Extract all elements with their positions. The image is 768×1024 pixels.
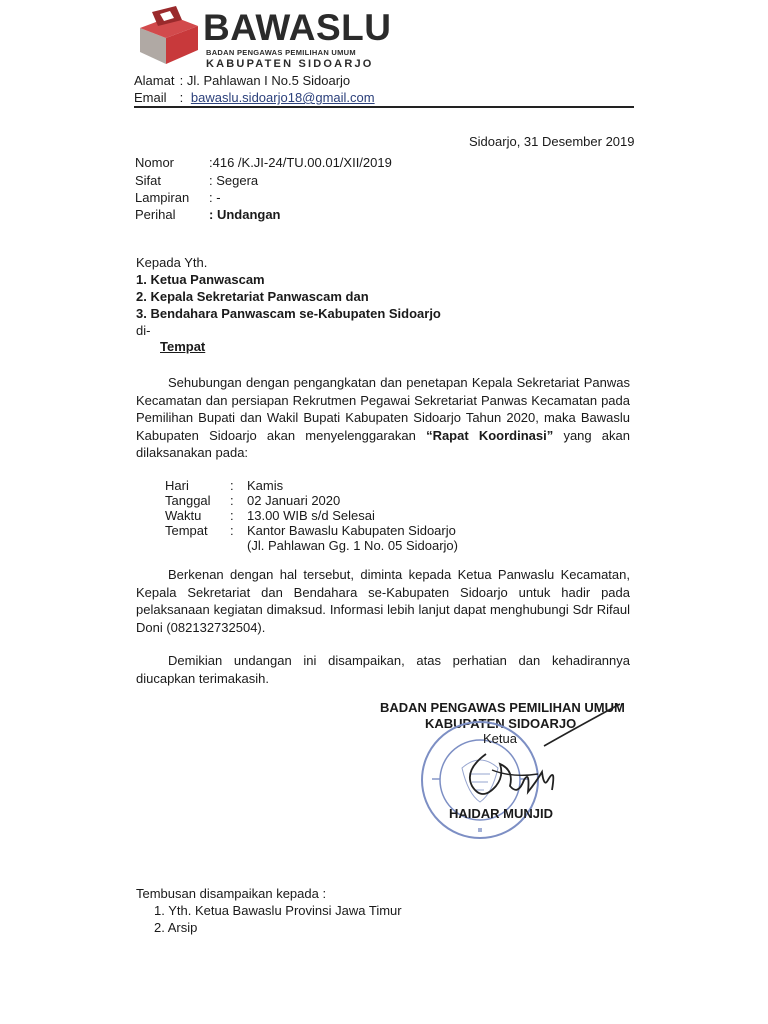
body-paragraph-1 — [136, 374, 630, 462]
meta-row-attachment — [135, 190, 535, 206]
body-paragraph-2 — [136, 566, 630, 636]
handwritten-signature-icon — [452, 700, 632, 810]
meta-key: Sifat — [135, 173, 162, 188]
letterhead-divider — [134, 106, 634, 108]
meta-key: Perihal — [135, 207, 176, 222]
copies-item: 1. Yth. Ketua Bawaslu Provinsi Jawa Timur — [154, 903, 402, 918]
agency-name: BADAN PENGAWAS PEMILIHAN UMUM — [206, 48, 356, 57]
detail-row-date — [165, 493, 340, 508]
addressee-item: 1. Ketua Panwascam — [136, 272, 265, 287]
detail-colon: : — [230, 493, 234, 508]
signatory-name: HAIDAR MUNJID — [449, 806, 553, 821]
detail-value: 13.00 WIB s/d Selesai — [247, 508, 375, 523]
meta-row-number — [135, 155, 535, 171]
agency-region: KABUPATEN SIDOARJO — [206, 58, 374, 70]
detail-value: Kamis — [247, 478, 284, 493]
detail-row-place — [165, 523, 456, 538]
detail-row-time — [165, 508, 375, 523]
detail-colon: : — [230, 523, 234, 538]
addressee-item: 3. Bendahara Panwascam se-Kabupaten Sidoarjo — [136, 306, 441, 321]
meta-value: :416 /K.JI-24/TU.00.01/XII/2019 — [209, 155, 392, 170]
copies-heading: Tembusan disampaikan kepada : — [136, 886, 327, 901]
signature-region: KABUPATEN SIDOARJO — [425, 716, 577, 731]
paragraph-text: Berkenan dengan hal tersebut, diminta kepada Ketua Panwaslu Kecamatan, Kepala Sekretariat dan Bendahara se-Kabupaten Sidoarjo untuk hadir pada pelaksanaan kegiatan dimaksud. Informasi lebih lanjut dapat menghubungi Sdr Rifaul Doni (082132732504). — [136, 567, 630, 635]
meta-value: : Segera — [209, 173, 259, 188]
address-value: : Jl. Pahlawan I No.5 Sidoarjo — [179, 73, 351, 88]
signature-title: Ketua — [483, 731, 517, 746]
bawaslu-logo — [136, 6, 202, 66]
paragraph-emphasis: “Rapat Koordinasi” — [426, 427, 554, 443]
detail-row-day — [165, 478, 283, 493]
detail-value: Kantor Bawaslu Kabupaten Sidoarjo — [247, 523, 456, 538]
detail-key: Waktu — [165, 508, 202, 523]
detail-key: Tanggal — [165, 493, 211, 508]
brand-name: BAWASLU — [203, 7, 392, 48]
detail-key: Tempat — [165, 523, 208, 538]
paragraph-text: Sehubungan dengan pengangkatan dan penetapan Kepala Sekretariat Panwas Kecamatan dan persiapan Rekrutmen Pegawai Sekretariat Panwas Kecamatan pada Pemilihan Bupati dan Wakil Bupati Kabupaten Sidoarjo Tahun 2020, maka Bawaslu Kabupaten Sidoarjo akan menyelenggarakan — [136, 375, 630, 443]
meta-key: Nomor — [135, 155, 175, 170]
email-colon: : — [179, 90, 184, 105]
body-paragraph-3 — [136, 652, 630, 687]
paragraph-text: Demikian undangan ini disampaikan, atas perhatian dan kehadirannya diucapkan terimakasih. — [136, 653, 630, 686]
meta-value: : Undangan — [209, 207, 281, 222]
addressee-item: 2. Kepala Sekretariat Panwascam dan — [136, 289, 369, 304]
meta-row-subject — [135, 207, 535, 223]
addressee-place: Tempat — [160, 339, 206, 354]
detail-colon: : — [230, 478, 234, 493]
email-link[interactable]: bawaslu.sidoarjo18@gmail.com — [190, 90, 375, 105]
paragraph-text: yang akan dilaksanakan pada: — [136, 427, 630, 461]
signature-agency: BADAN PENGAWAS PEMILIHAN UMUM — [380, 700, 625, 715]
date-line: Sidoarjo, 31 Desember 2019 — [469, 134, 635, 149]
detail-place-address: (Jl. Pahlawan Gg. 1 No. 05 Sidoarjo) — [247, 538, 458, 553]
address-line — [134, 73, 350, 89]
address-label: Alamat — [134, 73, 175, 88]
email-label: Email — [134, 90, 167, 105]
meta-value: : - — [209, 190, 221, 205]
email-line — [134, 90, 375, 106]
detail-key: Hari — [165, 478, 189, 493]
addressee-di: di- — [136, 323, 151, 338]
addressee-greeting: Kepada Yth. — [136, 255, 208, 270]
copies-item: 2. Arsip — [154, 920, 198, 935]
meta-row-nature — [135, 173, 535, 189]
meta-key: Lampiran — [135, 190, 190, 205]
detail-colon: : — [230, 508, 234, 523]
detail-value: 02 Januari 2020 — [247, 493, 341, 508]
